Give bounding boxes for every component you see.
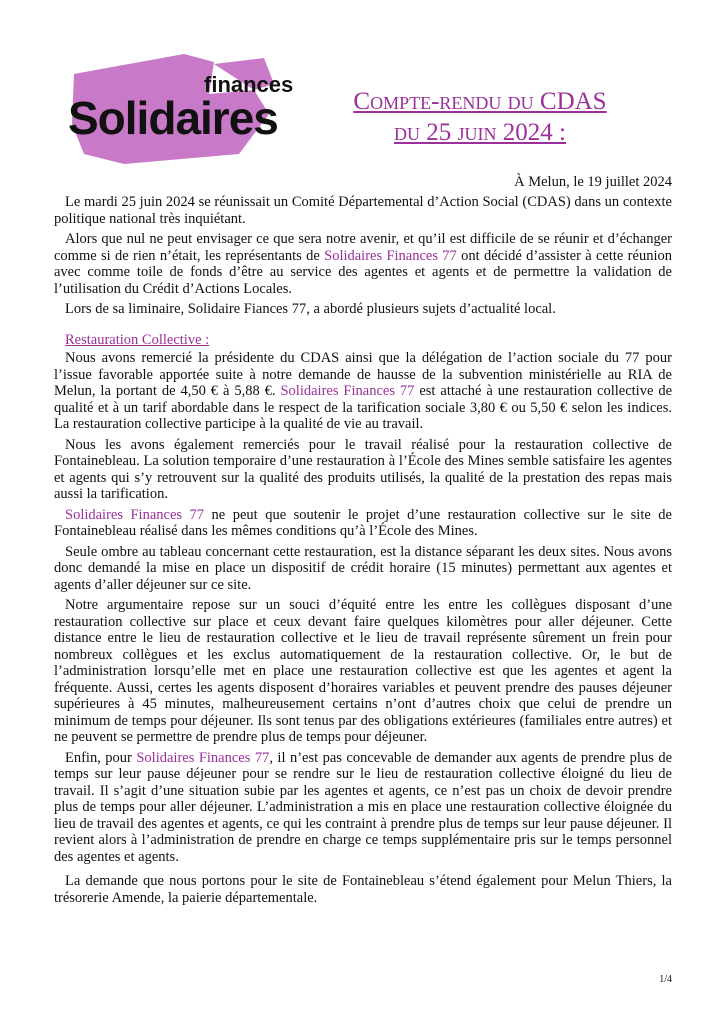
document-body bbox=[54, 194, 672, 910]
org-name: Solidaires Finances 77 bbox=[136, 749, 270, 766]
paragraph: La demande que nous portons pour le site de Fontainebleau s’étend également pour Melun Thiers, la trésorerie Amende, la paierie départementale. bbox=[54, 873, 672, 906]
paragraph: Enfin, pour Solidaires Finances 77, il n’est pas concevable de demander aux agents de prendre plus de temps sur leur pause déjeuner pour se rendre sur le lieu de restauration collective éloigné du lieu de travail. Il s’agit d’une situation subie par les agentes et agents, ce n’est pas un choix de devoir prendre plus de temps pour aller déjeuner. L’administration a mis en place une restauration collective éloignée du lieu de travail des agentes et agents, ce qui les contraint à prendre plus de temps sur leur pause déjeuner. Il revient alors à l’administration de prendre en charge ce temps supplémentaire pris sur le temps personnel des agentes et agents. bbox=[54, 749, 673, 865]
title-line-1: Compte-rendu du CDAS bbox=[353, 88, 607, 115]
org-name: Solidaires Finances 77 bbox=[65, 506, 205, 523]
title-line-2: du 25 juin 2024 : bbox=[394, 119, 566, 146]
section-heading: Restauration Collective : bbox=[65, 331, 210, 348]
paragraph: Alors que nul ne peut envisager ce que sera notre avenir, et qu’il est difficile de se réunir et d’échanger comme si de rien n’était, les représentants de Solidaires Finances 77 ont décidé d’assister à cette réunion avec comme toile de fonds d’être au service des agentes et agents et de permettre la validation de l’utilisation du Crédit d’Actions Locales. bbox=[54, 231, 672, 297]
solidaires-finances-logo bbox=[64, 54, 294, 164]
dateline: À Melun, le 19 juillet 2024 bbox=[514, 174, 672, 190]
paragraph: Nous avons remercié la présidente du CDAS ainsi que la délégation de l’action sociale du 77 pour l’issue favorable apportée suite à notre demande de hausse de la subvention ministérielle au RIA de Melun, la portant de 4,50 € à 5,88 €. Solidaires Finances 77 est attaché à une restauration collective de qualité et à un tarif abordable dans le respect de la tarification sociale 3,80 € ou 5,50 € selon les indices. La restauration collective participe à la qualité de vie au travail. bbox=[54, 350, 673, 432]
paragraph: Notre argumentaire repose sur un souci d’équité entre les entre les collègues disposant d’une restauration collective sur place et ceux devant faire quelques kilomètres pour aller déjeuner. Cette distance entre le lieu de restauration collective et le lieu de travail représente sûrement un frein pour nombreux collègues et les exclus automatiquement de la restauration collective. Or, le but de l’administration lorsqu’elle met en place une restauration collective est que les agentes et agent la fréquente. Aussi, certes les agents disposent d’horaires variables et peuvent prendre des pauses déjeuner supérieures à 45 minutes, malheureusement certains n’ont d’autres choix que celui de prendre un minimum de temps pour déjeuner. Ils sont tenus par des obligations extérieures (familiales entre autres) et ne peuvent se permettre de prendre plus de temps pour déjeuner. bbox=[54, 597, 672, 745]
logo-big-word: Solidaires bbox=[68, 92, 278, 144]
page-title bbox=[300, 86, 660, 148]
paragraph: Seule ombre au tableau concernant cette restauration, est la distance séparant les deux sites. Nous avons donc demandé la mise en place un dispositif de crédit horaire (15 minutes) permettant aux agentes et agents d’aller déjeuner sur ce site. bbox=[54, 543, 672, 593]
paragraph: Solidaires Finances 77 ne peut que soutenir le projet d’une restauration collective sur le site de Fontainebleau réalisé dans les mêmes conditions qu’à l’École des Mines. bbox=[54, 506, 672, 539]
org-name: Solidaires Finances 77 bbox=[324, 247, 457, 264]
org-name: Solidaires Finances 77 bbox=[280, 383, 415, 399]
paragraph: Nous les avons également remerciés pour le travail réalisé pour la restauration collective de Fontainebleau. La solution temporaire d’une restauration à l’École des Mines semble satisfaire les agentes et agents qui s’y retrouvent sur la qualité des produits utilisés, la qualité de la prestation des repas mais aussi la tarification. bbox=[54, 436, 672, 502]
page-number: 1/4 bbox=[659, 974, 672, 985]
paragraph: Lors de sa liminaire, Solidaire Fiances 77, a abordé plusieurs sujets d’actualité local. bbox=[65, 301, 556, 317]
logo-small-word: finances bbox=[204, 72, 294, 97]
paragraph: Le mardi 25 juin 2024 se réunissait un Comité Départemental d’Action Social (CDAS) dans un contexte politique national très inquiétant. bbox=[54, 194, 672, 227]
